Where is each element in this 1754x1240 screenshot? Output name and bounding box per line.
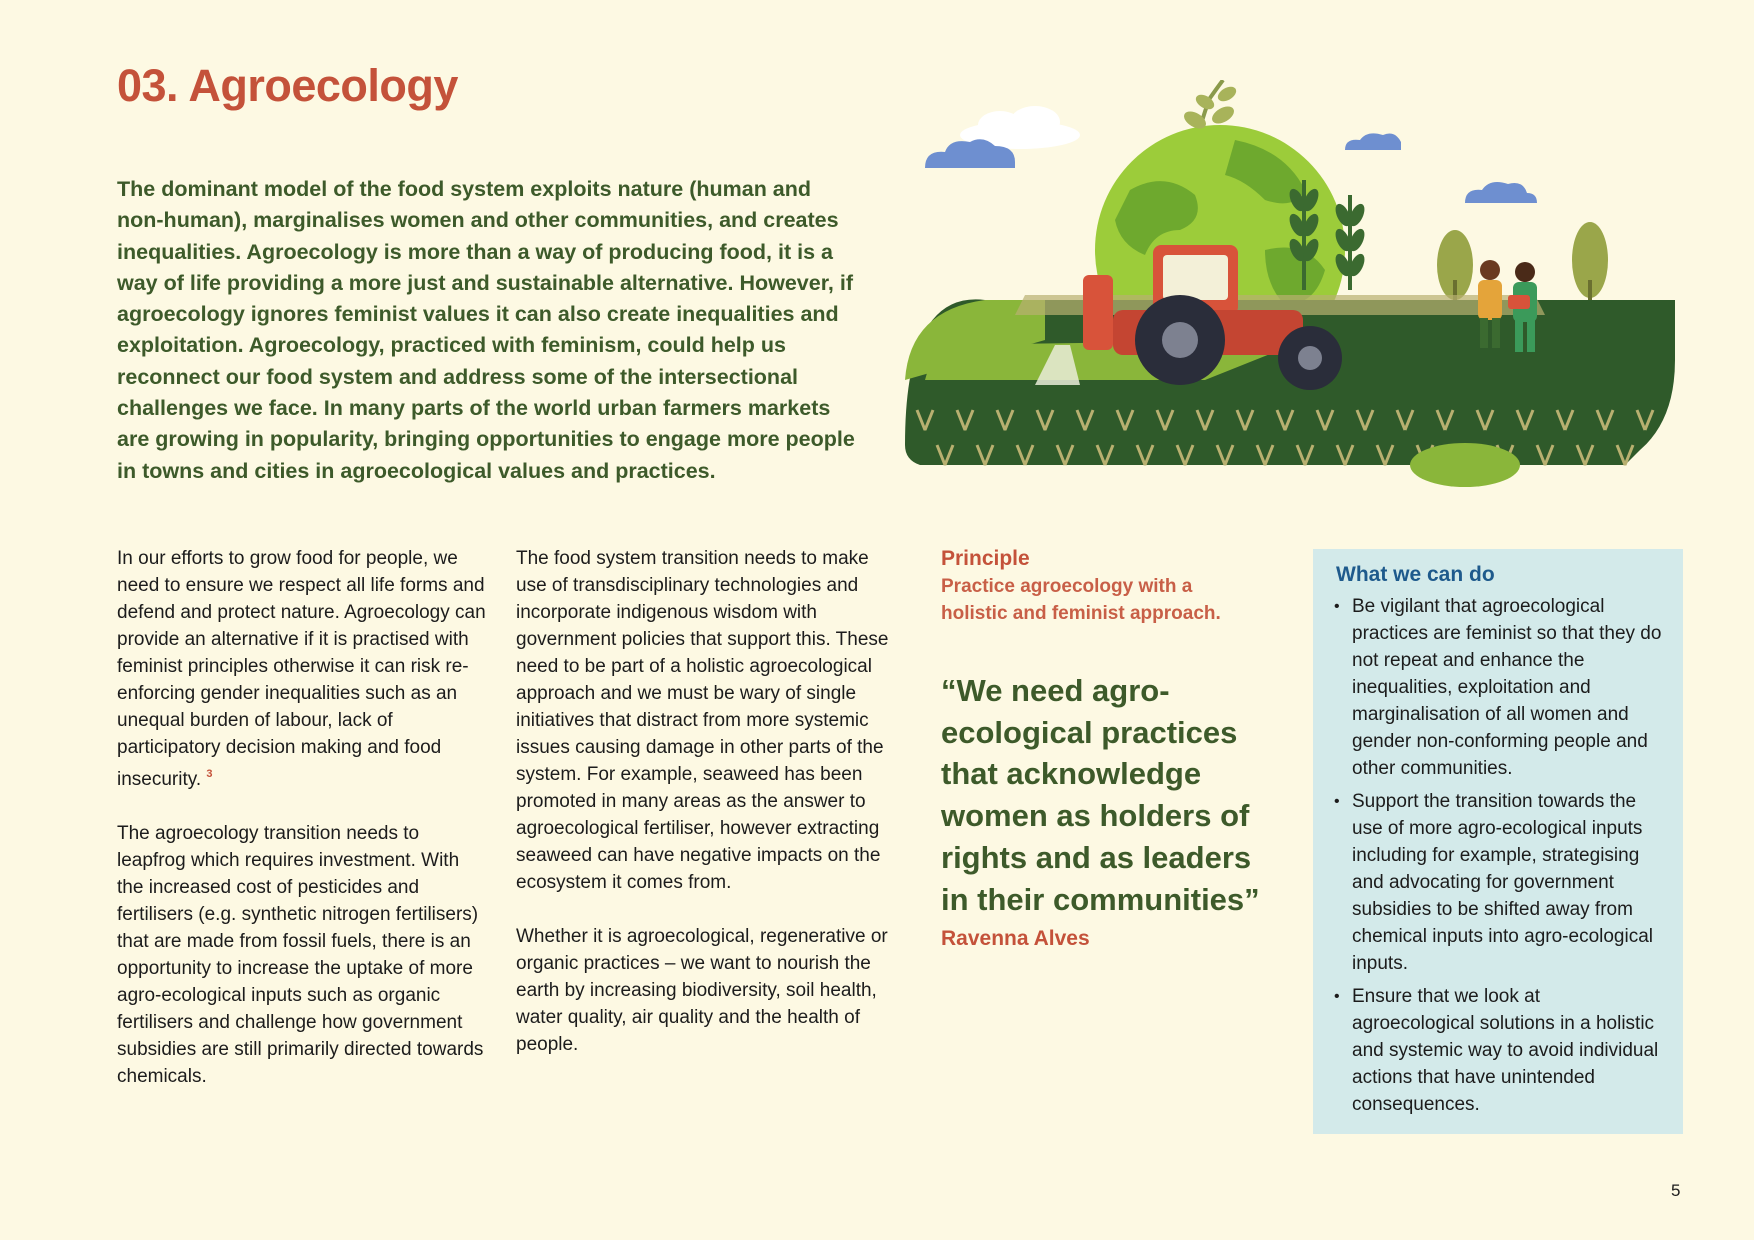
body-column-2: [516, 545, 891, 1085]
cloud-icon: [1465, 182, 1537, 203]
box-heading: What we can do: [1336, 563, 1495, 586]
intro-paragraph: The dominant model of the food system exploits nature (human and non-human), marginalises women and other communities, and creates inequalities. Agroecology is more than a way of producing food, it is a way of life providing a more just and sustainable alternative. However, if agroecology ignores feminist values it can also create inequalities and exploitation. Agroecology, practiced with feminism, could help us reconnect our food system and address some of the intersectional challenges we face. In many parts of the world urban farmers markets are growing in popularity, bringing opportunities to engage more people in towns and cities in agroecological values and practices.: [117, 177, 855, 483]
principle-text: Practice agroecology with a holistic and feminist approach.: [941, 576, 1221, 624]
sprout-icon: [1181, 80, 1239, 132]
cloud-icon: [1345, 133, 1401, 150]
principle-heading: Principle: [941, 547, 1030, 570]
body-column-1: [117, 545, 489, 1117]
agroecology-illustration: [905, 80, 1675, 490]
body-paragraph: The food system transition needs to make use of transdisciplinary technologies and incorporate indigenous wisdom with government policies that support this. These need to be part of a holistic agroecological approach and we must be wary of single initiatives that distract from more systemic issues causing damage in other parts of the system. For example, seaweed has been promoted in many areas as the answer to agroecological fertiliser, however extracting seaweed can have negative impacts on the ecosystem it comes from.: [516, 548, 889, 893]
list-item: • Be vigilant that agroecological practices are feminist so that they do not repeat and enhance the inequalities, exploitation and marginalisation of all women and gender non-conforming people and other communities.: [1336, 593, 1663, 782]
body-paragraph: The agroecology transition needs to leapfrog which requires investment. With the increased cost of pesticides and fertilisers (e.g. synthetic nitrogen fertilisers) that are made from fossil fuels, there is an opportunity to increase the uptake of more agro-ecological inputs such as organic fertilisers and challenge how government subsidies are still primarily directed towards chemicals.: [117, 823, 484, 1087]
pull-quote: “We need agro-ecological practices that acknowledge women as holders of rights and as leaders in their communities”: [941, 673, 1260, 917]
principle-block: [941, 545, 1241, 627]
body-paragraph: Whether it is agroecological, regenerative or organic practices – we want to nourish the earth by increasing biodiversity, soil health, water quality, air quality and the health of people.: [516, 926, 888, 1055]
footnote-reference[interactable]: 3: [206, 768, 213, 780]
what-we-can-do-box: [1313, 549, 1683, 1134]
page-number: 5: [1671, 1181, 1681, 1200]
list-item: • Support the transition towards the use of more agro-ecological inputs including for example, strategising and advocating for government subsidies to be shifted away from chemical inputs into agro-ecological inputs.: [1336, 788, 1663, 977]
list-item: • Ensure that we look at agroecological solutions in a holistic and systemic way to avoid individual actions that have unintended consequences.: [1336, 983, 1663, 1118]
body-paragraph: In our efforts to grow food for people, we need to ensure we respect all life forms and defend and protect nature. Agroecology can provide an alternative if it is practised with feminist principles otherwise it can risk re-enforcing gender inequalities such as an unequal burden of labour, lack of participatory decision making and food insecurity. $^3$: [117, 548, 486, 790]
quote-author: Ravenna Alves: [941, 927, 1090, 950]
page-title: 03. Agroecology: [117, 60, 458, 111]
action-list: [1336, 593, 1663, 1118]
